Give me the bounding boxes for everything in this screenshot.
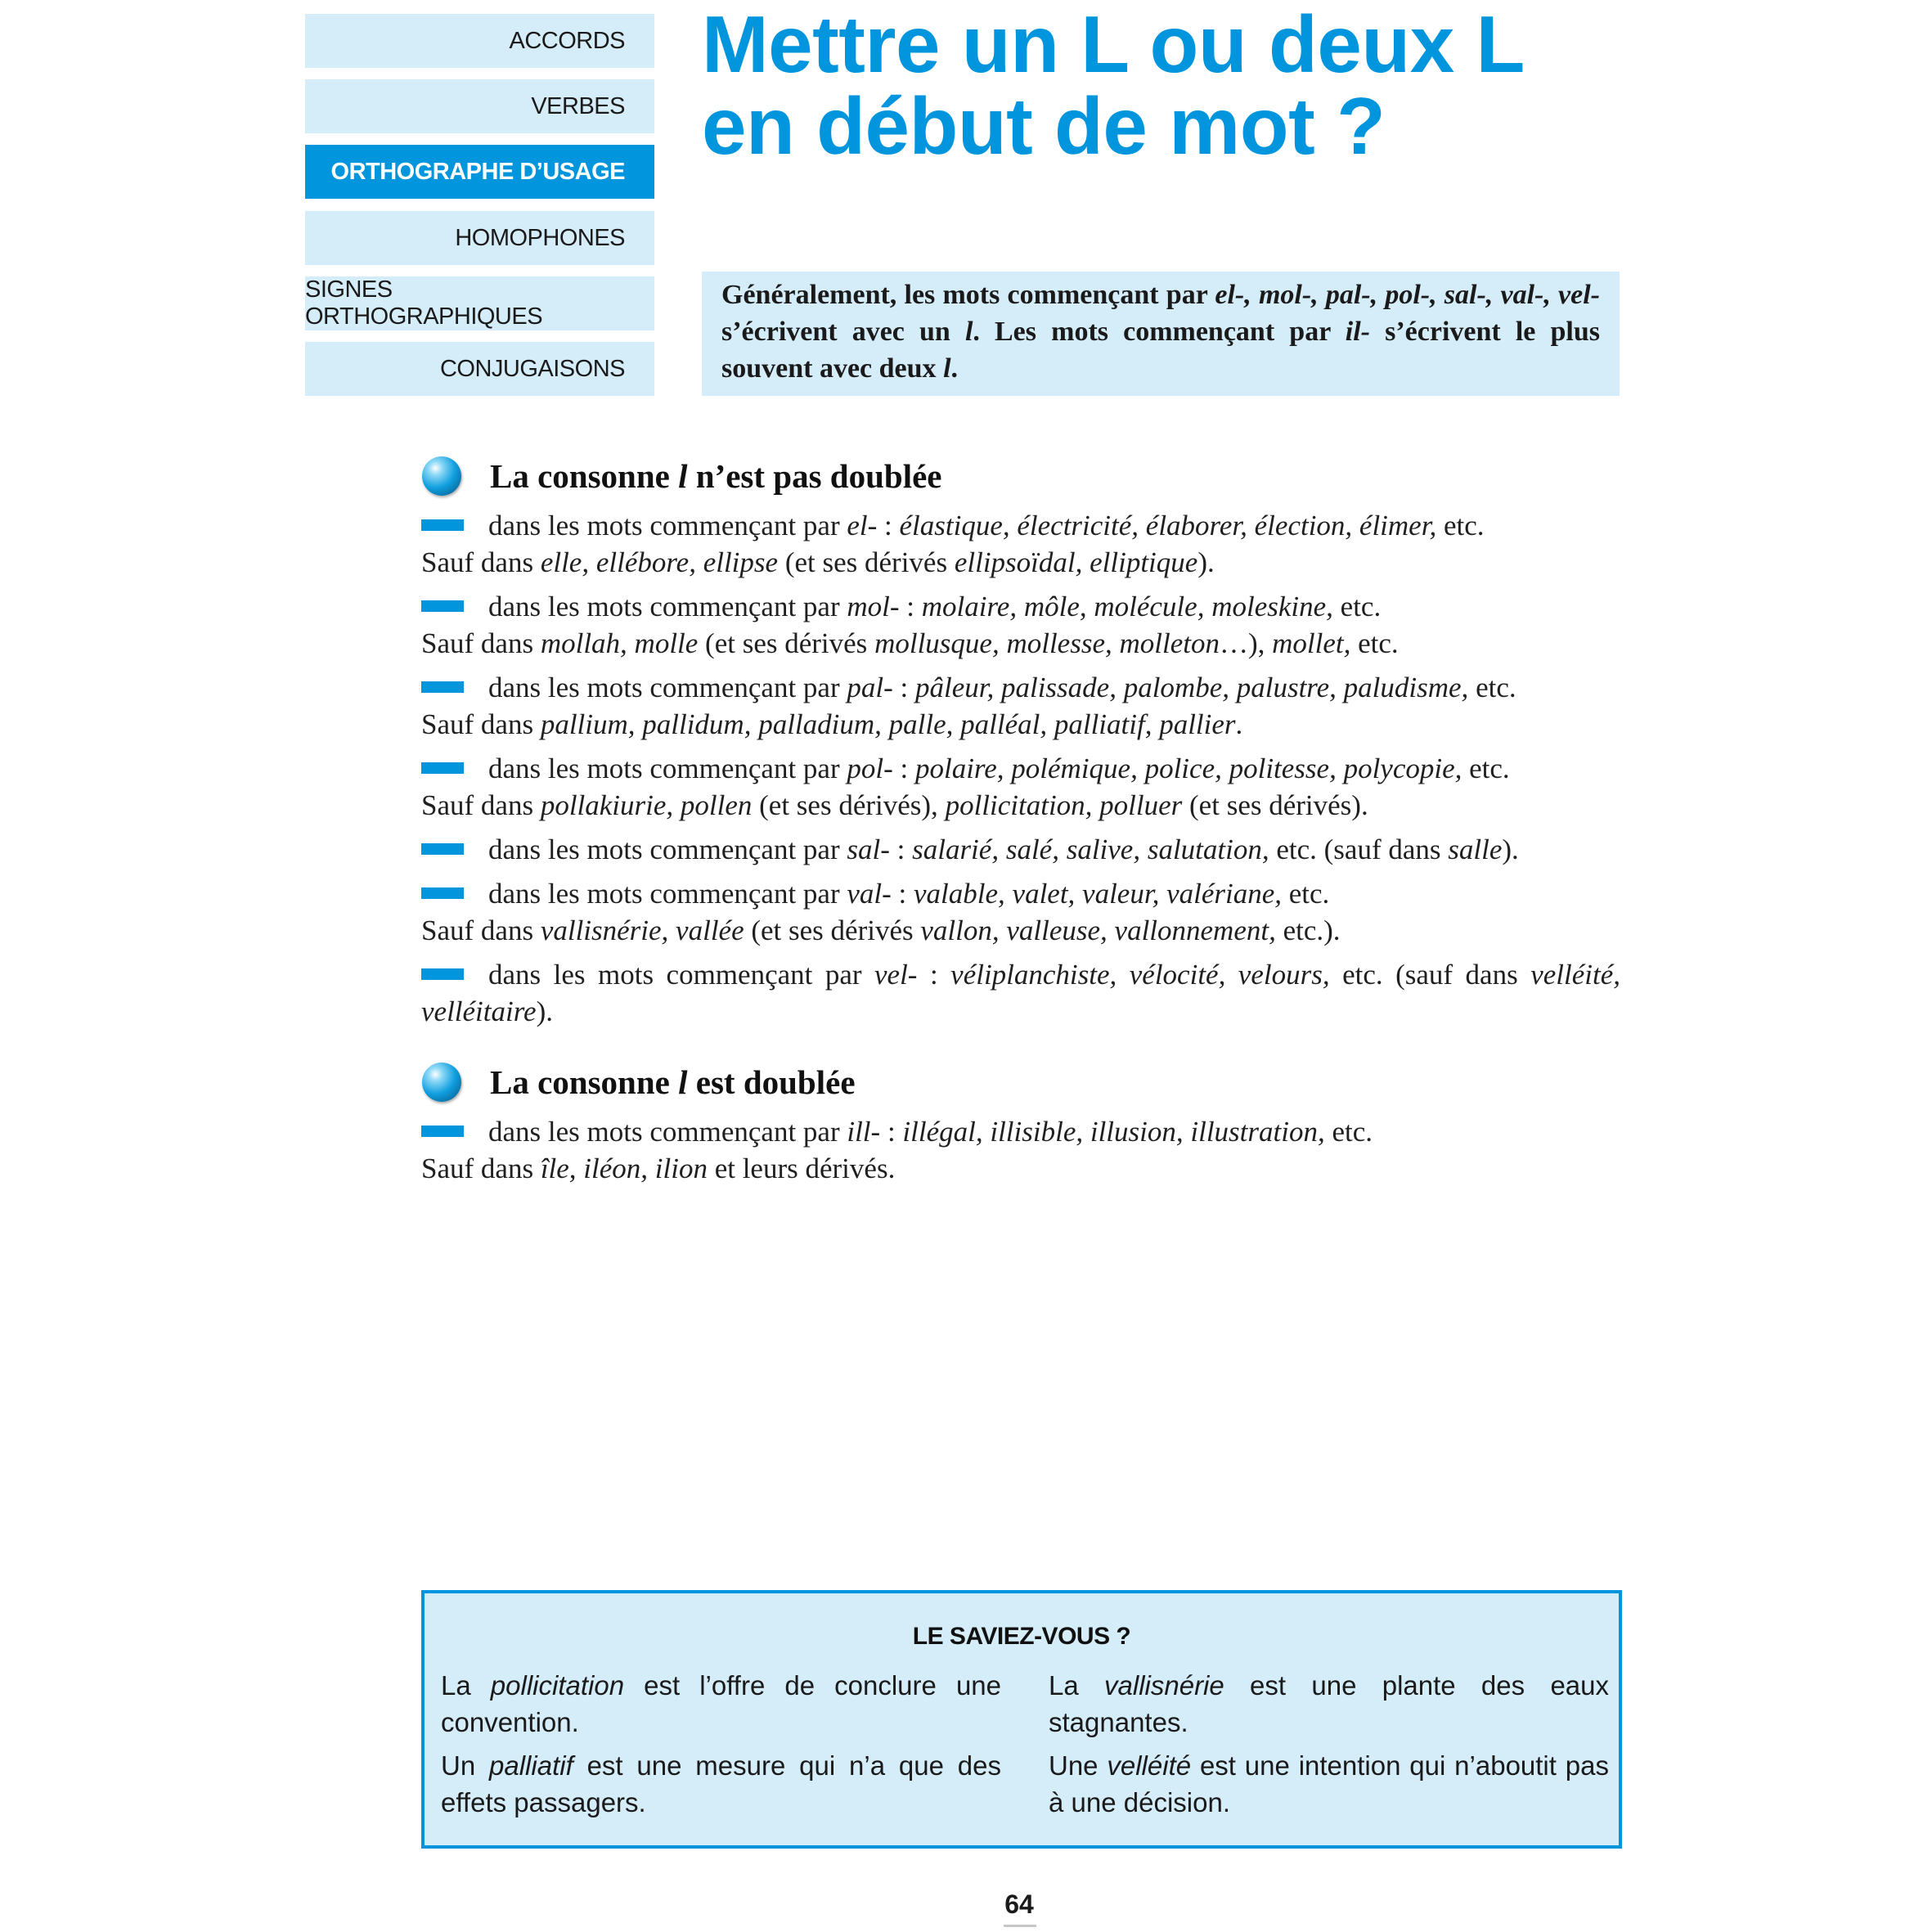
definition-text: La — [1049, 1670, 1105, 1701]
nav-tab-conjugaisons[interactable] — [305, 342, 654, 396]
intro-text: s’écrivent avec un — [721, 317, 965, 347]
rule-text: : — [889, 833, 913, 865]
rule-item-ill — [421, 1113, 1620, 1187]
rule-text: dans les mots commençant par — [488, 878, 847, 910]
definition-pollicitation — [441, 1667, 1001, 1741]
dash-bullet-icon — [421, 843, 464, 855]
nav-tab-label: ACCORDS — [509, 27, 625, 54]
rule-prefix: ill- — [847, 1116, 881, 1148]
rule-text: etc. (sauf dans — [1269, 833, 1449, 865]
intro-text: Généralement, les mots commençant par — [721, 280, 1215, 310]
exception-words: mollet, — [1272, 627, 1351, 659]
heading-text: La consonne — [490, 457, 679, 495]
rule-text: etc. (sauf dans — [1329, 959, 1531, 991]
rule-examples: molaire, môle, molécule, moleskine, — [921, 591, 1333, 622]
rule-text: etc. — [1332, 591, 1382, 622]
definition-text: est l’offre de conclure une convention. — [441, 1670, 1001, 1737]
rule-examples: pâleur, palissade, palombe, palustre, paludisme, — [914, 672, 1469, 703]
exception-words: pollakiurie, pollen — [540, 789, 753, 821]
did-you-know-box — [421, 1590, 1622, 1849]
nav-tab-label: VERBES — [531, 92, 625, 119]
exception-words: vallon, valleuse, vallonnement, — [920, 914, 1276, 946]
intro-prefixes: el-, mol-, pal-, pol-, sal-, val-, vel- — [1215, 280, 1600, 310]
exception-words: vallisnérie, vallée — [540, 914, 744, 946]
rule-text: : — [892, 753, 915, 784]
page-title-line-1: Mettre un L ou deux L — [702, 0, 1525, 89]
rule-item-pol — [421, 750, 1620, 824]
dash-bullet-icon — [421, 762, 464, 774]
page-title — [702, 0, 1642, 171]
exception-words: île, iléon, ilion — [540, 1152, 708, 1184]
rule-text: : — [892, 672, 915, 703]
rule-text: etc. — [1436, 510, 1485, 541]
definition-term: palliatif — [489, 1750, 573, 1781]
heading-letter: l — [678, 1063, 688, 1101]
exception-text: (et ses dérivés — [698, 627, 875, 659]
rule-text: dans les mots commençant par — [488, 1116, 847, 1148]
nav-tab-label: SIGNES ORTHOGRAPHIQUES — [305, 276, 543, 330]
rule-item-pal — [421, 669, 1620, 743]
definition-term: velléité — [1107, 1750, 1192, 1781]
nav-tab-orthographe-usage[interactable] — [305, 145, 654, 199]
rule-text: : — [899, 591, 922, 622]
nav-tab-homophones[interactable] — [305, 211, 654, 265]
exception-words: mollusque, mollesse, molleton — [874, 627, 1220, 659]
intro-text: . Les mots commençant par — [973, 317, 1346, 347]
exception-text: Sauf dans — [421, 708, 541, 740]
rule-text: : — [877, 510, 900, 541]
exception-text: Sauf dans — [421, 546, 541, 578]
heading-text: est doublée — [687, 1063, 856, 1101]
rule-text: dans les mots commençant par — [488, 672, 847, 703]
exception-text: etc.). — [1275, 914, 1341, 946]
exception-words: mollah, molle — [540, 627, 699, 659]
section-doubled — [421, 1056, 1620, 1187]
definition-text: est une intention qui n’aboutit pas à une décision. — [1049, 1750, 1609, 1817]
exception-words: pallium, pallidum, palladium, palle, palléal, palliatif, pallier — [540, 708, 1236, 740]
rule-text: dans les mots commençant par — [488, 510, 847, 541]
rule-prefix: sal- — [847, 833, 890, 865]
exception-text: et leurs dérivés. — [707, 1152, 896, 1184]
definition-text: est une mesure qui n’a que des effets passagers. — [441, 1750, 1001, 1817]
definition-vallisnerie — [1049, 1667, 1609, 1741]
definition-text: La — [441, 1670, 491, 1701]
rule-text: dans les mots commençant par — [488, 591, 847, 622]
nav-tab-label: CONJUGAISONS — [439, 355, 625, 382]
nav-tab-accords[interactable] — [305, 14, 654, 68]
rule-text: dans les mots commençant par — [488, 833, 847, 865]
dash-bullet-icon — [421, 968, 464, 980]
exception-text: Sauf dans — [421, 1152, 541, 1184]
rule-examples: élastique, électricité, élaborer, élection, élimer, — [899, 510, 1437, 541]
exception-words: elle, ellébore, ellipse — [540, 546, 779, 578]
rule-prefix: val- — [847, 878, 892, 910]
exception-words: salle — [1448, 833, 1503, 865]
rule-prefix: mol- — [847, 591, 900, 622]
rule-prefix: pol- — [847, 753, 893, 784]
page-title-line-2: en début de mot ? — [702, 81, 1386, 171]
section-heading — [421, 450, 1620, 502]
intro-rule-box — [702, 272, 1620, 396]
section-not-doubled — [421, 450, 1620, 1030]
rule-text: : — [917, 959, 951, 991]
rule-item-sal — [421, 831, 1620, 868]
definitions-column-left — [441, 1667, 1001, 1827]
rule-examples: véliplanchiste, vélocité, velours, — [950, 959, 1330, 991]
exception-words: pollicitation, polluer — [945, 789, 1183, 821]
dash-bullet-icon — [421, 1126, 464, 1137]
rule-examples: polaire, polémique, police, politesse, polycopie, — [914, 753, 1462, 784]
heading-text: n’est pas doublée — [687, 457, 942, 495]
rule-examples: illégal, illisible, illusion, illustration, — [902, 1116, 1325, 1148]
rule-text: dans les mots commençant par — [488, 753, 847, 784]
section-heading — [421, 1056, 1620, 1108]
exception-text: Sauf dans — [421, 627, 541, 659]
rule-text: etc. — [1324, 1116, 1373, 1148]
rule-text: dans les mots commençant par — [488, 959, 875, 991]
exception-text: …), — [1219, 627, 1273, 659]
intro-letter: l — [964, 317, 973, 347]
page-number-rule — [1004, 1925, 1036, 1927]
definition-palliatif — [441, 1747, 1001, 1821]
definition-text: Un — [441, 1750, 490, 1781]
definition-text: Une — [1049, 1750, 1108, 1781]
blue-sphere-bullet-icon — [422, 456, 461, 496]
definition-velleite — [1049, 1747, 1609, 1821]
did-you-know-title: LE SAVIEZ-VOUS ? — [912, 1623, 1131, 1650]
rule-text: ). — [1502, 833, 1519, 865]
page-number: 64 — [1004, 1889, 1034, 1919]
exception-text: ). — [1197, 546, 1215, 578]
rule-prefix: vel- — [874, 959, 918, 991]
exception-text: etc. — [1350, 627, 1399, 659]
blue-sphere-bullet-icon — [422, 1063, 461, 1102]
definition-term: vallisnérie — [1104, 1670, 1224, 1701]
exception-text: (et ses dérivés), — [752, 789, 946, 821]
exception-text: (et ses dérivés). — [1182, 789, 1368, 821]
exception-text: Sauf dans — [421, 914, 541, 946]
exception-text: . — [1235, 708, 1243, 740]
dash-bullet-icon — [421, 600, 464, 612]
rule-text: ). — [536, 995, 553, 1027]
exception-words: ellipsoïdal, elliptique — [954, 546, 1198, 578]
rules-content — [421, 450, 1620, 1194]
definition-term: pollicitation — [490, 1670, 625, 1701]
intro-letter: l — [943, 353, 951, 384]
rule-text: etc. — [1282, 878, 1330, 910]
definitions-column-right — [1049, 1667, 1609, 1827]
intro-text: . — [950, 353, 959, 384]
nav-tab-label: ORTHOGRAPHE D’USAGE — [330, 158, 625, 185]
dash-bullet-icon — [421, 887, 464, 899]
rule-text: : — [891, 878, 914, 910]
rule-examples: salarié, salé, salive, salutation, — [912, 833, 1269, 865]
rule-prefix: el- — [847, 510, 878, 541]
intro-text: s’écrivent le plus souvent avec deux — [721, 317, 1600, 384]
rule-item-vel — [421, 956, 1620, 1030]
rule-text: etc. — [1468, 672, 1516, 703]
exception-text: (et ses dérivés — [778, 546, 955, 578]
rule-text: : — [880, 1116, 903, 1148]
rule-text: etc. — [1462, 753, 1510, 784]
exception-words: velléité, velléitaire — [421, 959, 1620, 1027]
nav-tab-label: HOMOPHONES — [455, 224, 625, 251]
dash-bullet-icon — [421, 681, 464, 693]
dash-bullet-icon — [421, 519, 464, 531]
rule-examples: valable, valet, valeur, valériane, — [914, 878, 1283, 910]
exception-text: Sauf dans — [421, 789, 541, 821]
heading-letter: l — [678, 457, 688, 495]
rule-item-el — [421, 507, 1620, 581]
heading-text: La consonne — [490, 1063, 679, 1101]
rule-prefix: pal- — [847, 672, 893, 703]
rule-item-mol — [421, 588, 1620, 662]
exception-text: (et ses dérivés — [744, 914, 921, 946]
intro-prefix-il: il- — [1345, 317, 1370, 347]
nav-tab-signes-orthographiques[interactable] — [305, 276, 654, 330]
nav-tab-verbes[interactable] — [305, 79, 654, 133]
definition-text: est une plante des eaux stagnantes. — [1049, 1670, 1610, 1737]
rule-item-val — [421, 875, 1620, 949]
